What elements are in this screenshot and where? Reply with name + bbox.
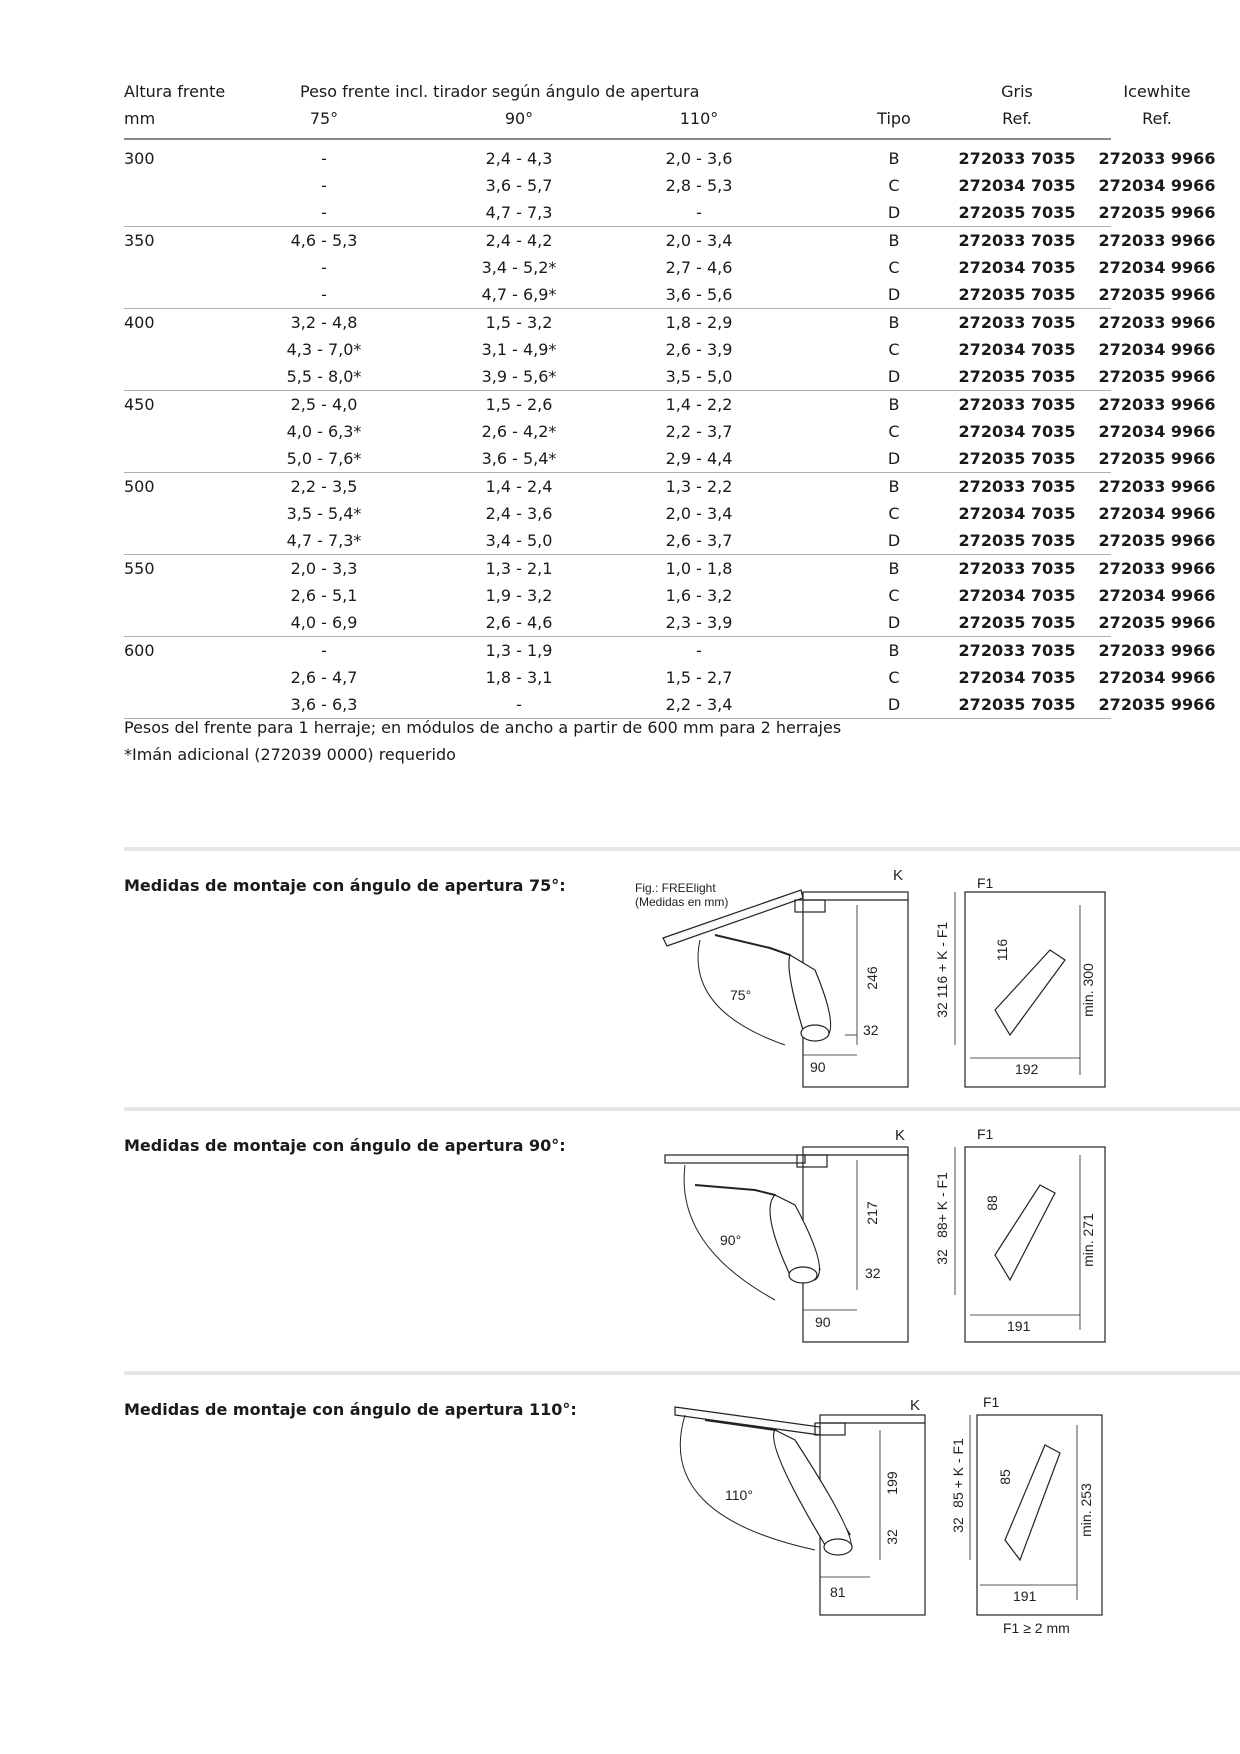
cell-altura: 350: [124, 231, 155, 250]
table-group: [124, 637, 1216, 719]
cell-icewhite-ref: 272034 9966: [1098, 586, 1216, 605]
table-header-row-2: [124, 105, 1172, 132]
cell-icewhite-ref: 272034 9966: [1098, 422, 1216, 441]
cell-altura: 500: [124, 477, 155, 496]
cell-75: 2,5 - 4,0: [290, 395, 358, 414]
cell-90: 1,3 - 1,9: [485, 641, 553, 660]
table-row: [124, 527, 1216, 554]
cell-gris-ref: 272034 7035: [958, 340, 1076, 359]
cell-75: 3,2 - 4,8: [290, 313, 358, 332]
cell-75: -: [321, 149, 327, 168]
header-gris-ref: Ref.: [1002, 109, 1032, 128]
inner-dim: 85: [997, 1469, 1013, 1485]
table-header-row-1: [124, 78, 1191, 105]
cell-110: 2,7 - 4,6: [665, 258, 733, 277]
cell-110: 2,2 - 3,4: [665, 695, 733, 714]
table-row: [124, 582, 1216, 609]
cell-110: 1,3 - 2,2: [665, 477, 733, 496]
inner-dim: 88: [984, 1195, 1000, 1211]
cell-90: 1,4 - 2,4: [485, 477, 553, 496]
cell-icewhite-ref: 272033 9966: [1098, 395, 1216, 414]
table-group: [124, 555, 1216, 637]
dim-32: 32: [865, 1265, 881, 1281]
cell-altura: 300: [124, 149, 155, 168]
cell-icewhite-ref: 272034 9966: [1098, 176, 1216, 195]
side-arm: [995, 950, 1065, 1035]
cell-tipo: C: [888, 176, 900, 195]
header-peso: Peso frente incl. tirador según ángulo de apertura: [300, 82, 700, 101]
cell-altura: 550: [124, 559, 155, 578]
side-32: 32: [934, 1002, 950, 1018]
cell-90: 3,1 - 4,9*: [481, 340, 557, 359]
cell-tipo: D: [887, 531, 901, 550]
cell-gris-ref: 272033 7035: [958, 395, 1076, 414]
cell-icewhite-ref: 272035 9966: [1098, 695, 1216, 714]
side-arm: [1005, 1445, 1060, 1560]
cell-altura: 600: [124, 641, 155, 660]
cell-110: 3,5 - 5,0: [665, 367, 733, 386]
fig-label: Fig.: FREElight: [635, 881, 716, 895]
cell-tipo: C: [888, 340, 900, 359]
table-row: [124, 199, 1216, 226]
table-row: [124, 555, 1216, 582]
cell-90: 1,5 - 3,2: [485, 313, 553, 332]
f1-label: F1: [977, 1126, 994, 1142]
header-75: 75°: [309, 109, 339, 128]
cell-tipo: B: [888, 395, 900, 414]
cell-110: 2,3 - 3,9: [665, 613, 733, 632]
cell-90: 2,4 - 4,3: [485, 149, 553, 168]
table-row: [124, 418, 1216, 445]
cell-tipo: D: [887, 203, 901, 222]
dim-width: 90: [815, 1314, 831, 1330]
dim-k-label: K: [893, 867, 904, 884]
cell-90: 4,7 - 6,9*: [481, 285, 557, 304]
cell-90: 3,4 - 5,2*: [481, 258, 557, 277]
side-arm: [995, 1185, 1055, 1280]
table-row: [124, 473, 1216, 500]
cell-tipo: D: [887, 449, 901, 468]
cell-110: -: [696, 641, 702, 660]
cell-gris-ref: 272034 7035: [958, 422, 1076, 441]
cell-75: 3,5 - 5,4*: [286, 504, 362, 523]
table-notes: [124, 714, 841, 768]
side-width: 191: [1013, 1588, 1037, 1604]
cell-110: 1,4 - 2,2: [665, 395, 733, 414]
cell-gris-ref: 272033 7035: [958, 559, 1076, 578]
angle-label: 90°: [720, 1232, 742, 1248]
cell-icewhite-ref: 272035 9966: [1098, 367, 1216, 386]
cell-75: 2,6 - 4,7: [290, 668, 358, 687]
cell-75: -: [321, 203, 327, 222]
cell-gris-ref: 272033 7035: [958, 313, 1076, 332]
header-icewhite: Icewhite: [1123, 82, 1191, 101]
dim-width: 81: [830, 1584, 846, 1600]
cell-tipo: B: [888, 477, 900, 496]
mounting-diagram-75: [625, 860, 1125, 1104]
cell-icewhite-ref: 272033 9966: [1098, 313, 1216, 332]
cell-90: 2,4 - 3,6: [485, 504, 553, 523]
cell-75: 4,0 - 6,9: [290, 613, 358, 632]
cell-icewhite-ref: 272035 9966: [1098, 613, 1216, 632]
cell-tipo: B: [888, 559, 900, 578]
table-body: [124, 145, 1216, 719]
cell-110: 2,8 - 5,3: [665, 176, 733, 195]
cell-75: -: [321, 641, 327, 660]
cell-tipo: B: [888, 641, 900, 660]
note-magnet: *Imán adicional (272039 0000) requerido: [124, 745, 456, 764]
header-110: 110°: [679, 109, 719, 128]
f1-label: F1: [977, 875, 994, 891]
lift-arm: [774, 1430, 852, 1550]
side-width: 192: [1015, 1061, 1039, 1077]
side-32: 32: [934, 1249, 950, 1265]
dim-32: 32: [884, 1529, 900, 1545]
dim-height: 246: [864, 966, 880, 990]
cell-110: 1,6 - 3,2: [665, 586, 733, 605]
cell-90: 3,6 - 5,7: [485, 176, 553, 195]
section-title-75: Medidas de montaje con ángulo de apertura 75°:: [124, 876, 566, 895]
table-row: [124, 391, 1216, 418]
f1-label: F1: [983, 1394, 1000, 1410]
cell-gris-ref: 272035 7035: [958, 285, 1076, 304]
cell-tipo: B: [888, 149, 900, 168]
section-title-110: Medidas de montaje con ángulo de apertura 110°:: [124, 1400, 577, 1419]
cell-gris-ref: 272035 7035: [958, 613, 1076, 632]
hinge-mechanism: [795, 900, 825, 912]
cell-90: 3,9 - 5,6*: [481, 367, 557, 386]
table-row: [124, 227, 1216, 254]
header-ice-ref: Ref.: [1142, 109, 1172, 128]
cell-110: 2,0 - 3,4: [665, 231, 733, 250]
cell-90: 4,7 - 7,3: [485, 203, 553, 222]
cell-icewhite-ref: 272033 9966: [1098, 477, 1216, 496]
cabinet-front: [675, 1407, 820, 1435]
f1-requirement: F1 ≥ 2 mm: [1003, 1620, 1070, 1635]
cell-gris-ref: 272033 7035: [958, 231, 1076, 250]
cell-75: -: [321, 285, 327, 304]
dim-height: 199: [884, 1471, 900, 1495]
cell-75: 4,3 - 7,0*: [286, 340, 362, 359]
cell-icewhite-ref: 272034 9966: [1098, 340, 1216, 359]
side-dim: 85 + K - F1: [950, 1438, 966, 1508]
cell-75: -: [321, 176, 327, 195]
side-32: 32: [950, 1517, 966, 1533]
cell-75: 4,6 - 5,3: [290, 231, 358, 250]
cell-gris-ref: 272035 7035: [958, 531, 1076, 550]
dim-width: 90: [810, 1059, 826, 1075]
cell-gris-ref: 272035 7035: [958, 695, 1076, 714]
cell-gris-ref: 272034 7035: [958, 176, 1076, 195]
cell-110: 2,6 - 3,7: [665, 531, 733, 550]
header-mm: mm: [124, 109, 156, 128]
mounting-diagram-110: [625, 1385, 1125, 1639]
cell-tipo: C: [888, 668, 900, 687]
cabinet-front: [665, 1155, 805, 1163]
header-altura: Altura frente: [124, 82, 226, 101]
cell-110: 2,2 - 3,7: [665, 422, 733, 441]
cell-icewhite-ref: 272035 9966: [1098, 203, 1216, 222]
cell-75: 5,5 - 8,0*: [286, 367, 362, 386]
cell-gris-ref: 272033 7035: [958, 149, 1076, 168]
angle-label: 75°: [730, 987, 752, 1003]
cell-icewhite-ref: 272033 9966: [1098, 231, 1216, 250]
cell-90: 1,8 - 3,1: [485, 668, 553, 687]
table-row: [124, 445, 1216, 472]
cell-90: 1,5 - 2,6: [485, 395, 553, 414]
cell-icewhite-ref: 272035 9966: [1098, 285, 1216, 304]
cell-tipo: C: [888, 586, 900, 605]
cell-90: 2,4 - 4,2: [485, 231, 553, 250]
cell-75: 2,2 - 3,5: [290, 477, 358, 496]
cell-75: -: [321, 258, 327, 277]
cell-90: 2,6 - 4,2*: [481, 422, 557, 441]
dim-k-label: K: [895, 1127, 906, 1144]
cell-icewhite-ref: 272033 9966: [1098, 641, 1216, 660]
table-group: [124, 145, 1216, 227]
cabinet-side: [803, 1147, 908, 1342]
cell-gris-ref: 272034 7035: [958, 504, 1076, 523]
cell-icewhite-ref: 272034 9966: [1098, 668, 1216, 687]
cell-gris-ref: 272033 7035: [958, 477, 1076, 496]
section-divider: [124, 1107, 1240, 1111]
cell-110: 2,9 - 4,4: [665, 449, 733, 468]
cell-icewhite-ref: 272033 9966: [1098, 149, 1216, 168]
cell-110: -: [696, 203, 702, 222]
weight-table: [124, 78, 1216, 719]
table-group: [124, 391, 1216, 473]
cell-90: 3,6 - 5,4*: [481, 449, 557, 468]
cell-90: 3,4 - 5,0: [485, 531, 553, 550]
cell-110: 2,0 - 3,6: [665, 149, 733, 168]
cell-icewhite-ref: 272033 9966: [1098, 559, 1216, 578]
cell-90: 1,9 - 3,2: [485, 586, 553, 605]
cell-gris-ref: 272034 7035: [958, 668, 1076, 687]
cell-altura: 450: [124, 395, 155, 414]
cell-icewhite-ref: 272035 9966: [1098, 449, 1216, 468]
cell-110: 3,6 - 5,6: [665, 285, 733, 304]
fig-units: (Medidas en mm): [635, 895, 729, 909]
cell-75: 3,6 - 6,3: [290, 695, 358, 714]
cell-gris-ref: 272033 7035: [958, 641, 1076, 660]
side-width: 191: [1007, 1318, 1031, 1334]
cell-tipo: B: [888, 231, 900, 250]
table-row: [124, 609, 1216, 636]
min-height: min. 253: [1078, 1483, 1094, 1537]
cell-tipo: C: [888, 504, 900, 523]
table-group: [124, 227, 1216, 309]
table-row: [124, 363, 1216, 390]
cell-75: 5,0 - 7,6*: [286, 449, 362, 468]
cell-tipo: D: [887, 695, 901, 714]
cell-110: 2,0 - 3,4: [665, 504, 733, 523]
cell-110: 2,6 - 3,9: [665, 340, 733, 359]
cell-tipo: D: [887, 613, 901, 632]
table-group: [124, 309, 1216, 391]
cell-icewhite-ref: 272034 9966: [1098, 258, 1216, 277]
dim-32: 32: [863, 1022, 879, 1038]
cell-110: 1,0 - 1,8: [665, 559, 733, 578]
dim-k-label: K: [910, 1397, 921, 1414]
header-tipo: Tipo: [877, 109, 911, 128]
section-title-90: Medidas de montaje con ángulo de apertura 90°:: [124, 1136, 566, 1155]
cell-icewhite-ref: 272034 9966: [1098, 504, 1216, 523]
cell-altura: 400: [124, 313, 155, 332]
cell-tipo: C: [888, 422, 900, 441]
table-row: [124, 664, 1216, 691]
header-90: 90°: [504, 109, 534, 128]
mounting-diagram-90: [625, 1125, 1125, 1359]
cell-75: 4,7 - 7,3*: [286, 531, 362, 550]
cell-gris-ref: 272034 7035: [958, 258, 1076, 277]
cell-gris-ref: 272034 7035: [958, 586, 1076, 605]
dim-height: 217: [864, 1201, 880, 1225]
table-row: [124, 309, 1216, 336]
cell-gris-ref: 272035 7035: [958, 367, 1076, 386]
cell-90: 2,6 - 4,6: [485, 613, 553, 632]
cell-90: 1,3 - 2,1: [485, 559, 553, 578]
cell-tipo: B: [888, 313, 900, 332]
cell-tipo: C: [888, 258, 900, 277]
note-weights: Pesos del frente para 1 herraje; en módulos de ancho a partir de 600 mm para 2 herrajes: [124, 718, 842, 737]
angle-label: 110°: [725, 1487, 753, 1503]
table-row: [124, 500, 1216, 527]
table-row: [124, 145, 1216, 172]
table-row: [124, 172, 1216, 199]
lift-arm: [770, 1195, 820, 1280]
cell-tipo: D: [887, 285, 901, 304]
cell-gris-ref: 272035 7035: [958, 203, 1076, 222]
inner-dim: 116: [994, 938, 1010, 962]
cell-110: 1,8 - 2,9: [665, 313, 733, 332]
cell-90: -: [516, 695, 522, 714]
min-height: min. 271: [1080, 1213, 1096, 1267]
cell-tipo: D: [887, 367, 901, 386]
cell-icewhite-ref: 272035 9966: [1098, 531, 1216, 550]
cell-75: 2,6 - 5,1: [290, 586, 358, 605]
cell-75: 2,0 - 3,3: [290, 559, 358, 578]
side-dim: 88+ K - F1: [934, 1172, 950, 1238]
cell-gris-ref: 272035 7035: [958, 449, 1076, 468]
table-row: [124, 254, 1216, 281]
min-height: min. 300: [1080, 963, 1096, 1017]
side-dim: 116 + K - F1: [934, 921, 950, 999]
cell-75: 4,0 - 6,3*: [286, 422, 362, 441]
table-row: [124, 336, 1216, 363]
table-row: [124, 281, 1216, 308]
section-divider: [124, 1371, 1240, 1375]
cell-110: 1,5 - 2,7: [665, 668, 733, 687]
table-row: [124, 637, 1216, 664]
section-divider: [124, 847, 1240, 851]
table-group: [124, 473, 1216, 555]
header-gris: Gris: [1001, 82, 1033, 101]
